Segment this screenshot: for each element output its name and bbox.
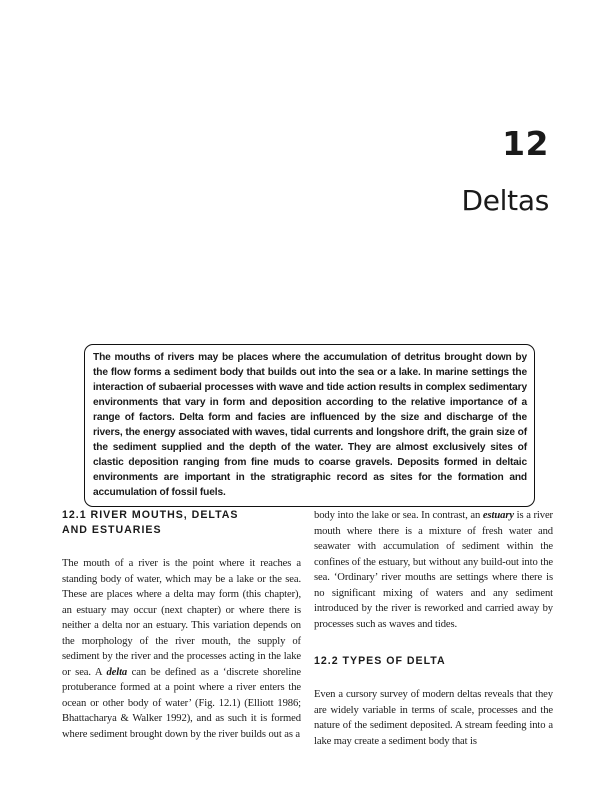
body-paragraph xyxy=(62,556,301,742)
chapter-abstract: The mouths of rivers may be places where the accumulation of detritus brought down by the flow forms a sediment body that builds out into the sea or a lake. In marine settings the interaction of subaerial processes with wave and tide action results in complex sedimentary environments that vary in form and deposition according to the relative importance of a range of factors. Delta form and facies are influenced by the size and discharge of the rivers, the energy associated with waves, tidal currents and longshore drift, the grain size of the sediment supplied and the depth of the water. They are almost exclusively sites of clastic deposition ranging from fine muds to coarse gravels. Deposits formed in deltaic environments are important in the stratigraphic record as sites for the formation and accumulation of fossil fuels. xyxy=(84,344,535,507)
paragraph-text: can be defined as a ‘discrete shoreline protuberance formed at a point where a river enters the ocean or other body of water’ (Fig. 12.1) (Elliott 1986; Bhattacharya & Walker 1992), and as such it is formed where sediment brought down by the river builds out as a xyxy=(62,666,301,740)
body-paragraph xyxy=(314,508,553,632)
key-term-delta: delta xyxy=(106,666,128,678)
chapter-title: Deltas xyxy=(461,184,549,217)
body-paragraph: Even a cursory survey of modern deltas reveals that they are widely variable in terms of scale, processes and the nature of the sediment deposited. A stream feeding into a lake may create a sediment body that is xyxy=(314,689,553,747)
section-heading-12-2: 12.2 TYPES OF DELTA xyxy=(314,655,446,667)
chapter-number: 12 xyxy=(502,124,549,163)
section-heading-line-1: 12.1 RIVER MOUTHS, DELTAS xyxy=(62,509,239,521)
paragraph-text: is a river mouth where there is a mixture of fresh water and seawater with accumulation of sediment within the confines of the estuary, but without any build-out into the sea. ‘Ordinary’ river mouths are settings where there is no significant mixing of waters and any sediment introduced by the river is reworked and carried away by processes such as waves and tides. xyxy=(314,510,553,630)
paragraph-text: The mouth of a river is the point where it reaches a standing body of water, which may be a lake or the sea. These are places where a delta may form (this chapter), an estuary may occur (next chapter) or where there is neither a delta nor an estuary. This variation depends on the morphology of the river mouth, the supply of sediment by the river and the processes acting in the lake or sea. A xyxy=(62,558,301,678)
key-term-estuary: estuary xyxy=(482,510,514,521)
left-column xyxy=(62,508,301,742)
paragraph-text: body into the lake or sea. In contrast, an xyxy=(314,510,483,521)
right-column xyxy=(314,508,553,749)
section-heading-12-1 xyxy=(62,508,301,538)
section-heading-line-2: AND ESTUARIES xyxy=(62,524,162,536)
